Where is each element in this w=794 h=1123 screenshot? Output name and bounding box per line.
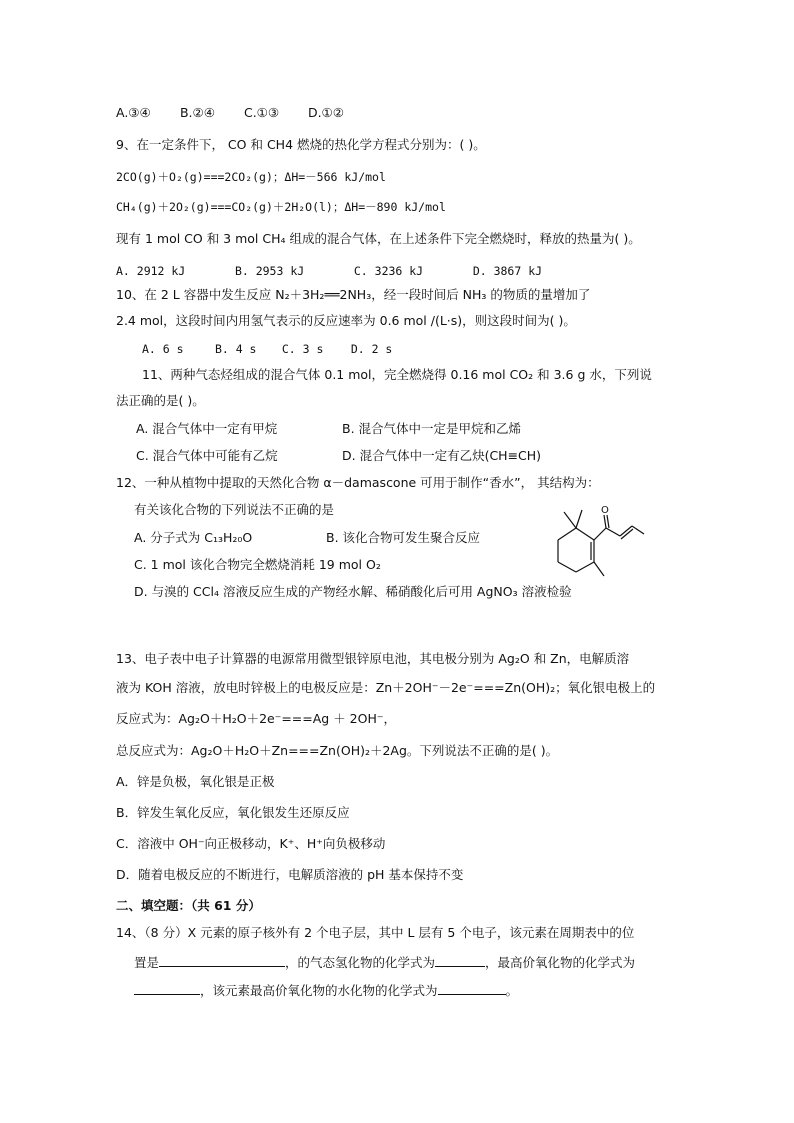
q14-blank-position[interactable] [159, 952, 285, 967]
q9-stem-2: 现有 1 mol CO 和 3 mol CH₄ 组成的混合气体，在上述条件下完全燃烧时，释放的热量为( )。 [116, 231, 641, 246]
q10-option-d: D. 2 s [350, 342, 393, 356]
q13-option-d: D．随着电极反应的不断进行，电解质溶液的 pH 基本保持不变 [116, 867, 464, 882]
q14-text-hydride: ，的气态氢化物的化学式为 [285, 955, 436, 970]
q12-option-a: A. 分子式为 C₁₃H₂₀O [134, 530, 253, 545]
q10-options [142, 340, 392, 358]
q11-option-d: D. 混合气体中一定有乙炔(CH≡CH) [342, 448, 542, 463]
q12-line-1: 12、一种从植物中提取的天然化合物 α－damascone 可用于制作“香水”， 其结构为： [116, 475, 600, 490]
q11-option-a: A. 混合气体中一定有甲烷 [136, 421, 278, 436]
q10-option-b: B. 4 s [214, 342, 257, 356]
q8-option-c: C.①③ [243, 105, 280, 120]
alpha-damascone-structure [548, 500, 648, 590]
q14-line-3 [134, 980, 518, 1000]
q13-option-b: B．锌发生氧化反应，氧化银发生还原反应 [116, 805, 350, 820]
q11-line-2: 法正确的是( )。 [116, 393, 205, 408]
q14-line-1: 14、（8 分）X 元素的原子核外有 2 个电子层，其中 L 层有 5 个电子，该元素在周期表中的位 [116, 925, 635, 940]
structure-oxygen-label: O [601, 505, 609, 516]
q9-option-c: C. 3236 kJ [353, 264, 424, 278]
q14-text-hydroxide: ，该元素最高价氧化物的水化物的化学式为 [200, 983, 438, 998]
q9-option-b: B. 2953 kJ [234, 264, 305, 278]
q14-blank-hydroxide[interactable] [438, 980, 506, 995]
q14-blank-hydride[interactable] [435, 952, 485, 967]
q13-line-4: 总反应式为：Ag₂O＋H₂O＋Zn===Zn(OH)₂＋2Ag。下列说法不正确的是( )。 [116, 743, 559, 758]
q11-line-1: 11、两种气态烃组成的混合气体 0.1 mol，完全燃烧得 0.16 mol CO₂ 和 3.6 g 水，下列说 [142, 367, 652, 382]
q8-option-a: A.③④ [116, 105, 151, 120]
q12-line-2: 有关该化合物的下列说法不正确的是 [134, 502, 335, 517]
q10-line-1: 10、在 2 L 容器中发生反应 N₂＋3H₂══2NH₃，经一段时间后 NH₃ 的物质的量增加了 [116, 287, 591, 302]
q13-option-a: A．锌是负极，氧化银是正极 [116, 774, 275, 789]
q11-option-c: C. 混合气体中可能有乙烷 [136, 448, 278, 463]
q12-option-d: D. 与溴的 CCl₄ 溶液反应生成的产物经水解、稀硝酸化后可用 AgNO₃ 溶液检验 [134, 584, 572, 599]
q14-blank-oxide[interactable] [134, 980, 200, 995]
q8-option-b: B.②④ [179, 105, 215, 120]
q12-option-b: B. 该化合物可发生聚合反应 [326, 530, 481, 545]
q10-option-a: A. 6 s [142, 342, 184, 356]
q9-stem: 9、在一定条件下， CO 和 CH4 燃烧的热化学方程式分别为：( )。 [116, 137, 486, 152]
q9-option-d: D. 3867 kJ [472, 264, 543, 278]
q9-equation-1: 2CO(g)＋O₂(g)===2CO₂(g)；ΔH=－566 kJ/mol [116, 170, 386, 184]
q12-option-c: C. 1 mol 该化合物完全燃烧消耗 19 mol O₂ [134, 557, 381, 572]
q13-line-1: 13、电子表中电子计算器的电源常用微型银锌原电池，其电极分别为 Ag₂O 和 Zn，电解质溶 [116, 651, 630, 666]
q13-line-2: 液为 KOH 溶液，放电时锌极上的电极反应是：Zn＋2OH⁻－2e⁻===Zn(OH)₂；氧化银电极上的 [116, 680, 656, 695]
q13-line-3: 反应式为：Ag₂O＋H₂O＋2e⁻===Ag ＋ 2OH⁻， [116, 711, 396, 726]
q14-text-end: 。 [505, 983, 519, 998]
q9-option-a: A. 2912 kJ [116, 264, 186, 278]
q11-option-b: B. 混合气体中一定是甲烷和乙烯 [342, 421, 522, 436]
q14-text-position: 置是 [134, 955, 160, 970]
q14-text-oxide: ，最高价氧化物的化学式为 [485, 955, 636, 970]
q10-line-2: 2.4 mol，这段时间内用氢气表示的反应速率为 0.6 mol /(L·s)，则这段时间为( )。 [116, 313, 576, 328]
q8-options [116, 104, 344, 122]
q8-option-d: D.①② [307, 105, 344, 120]
q9-equation-2: CH₄(g)＋2O₂(g)===CO₂(g)＋2H₂O(l)；ΔH=－890 kJ/mol [116, 200, 446, 214]
section-heading-fill-in: 二、填空题：（共 61 分） [116, 898, 261, 913]
q9-options [116, 262, 542, 280]
q13-option-c: C．溶液中 OH⁻向正极移动，K⁺、H⁺向负极移动 [116, 836, 386, 851]
q14-line-2 [134, 952, 635, 972]
q10-option-c: C. 3 s [281, 342, 324, 356]
